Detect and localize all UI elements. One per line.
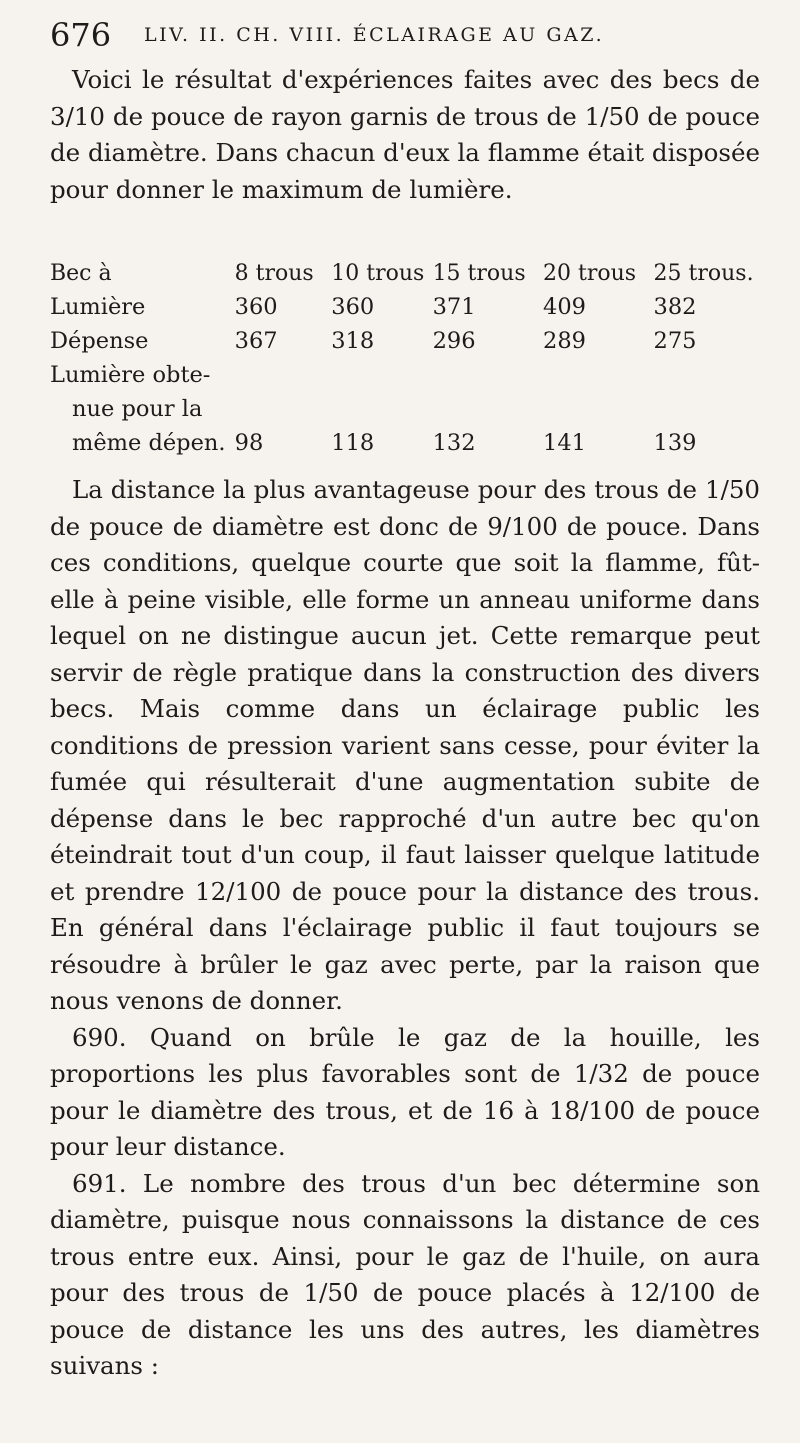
table-header-row — [50, 252, 760, 286]
table-cell: 141 — [543, 430, 586, 456]
row-label: Dépense — [50, 328, 149, 354]
table-cell: 296 — [432, 328, 476, 354]
intro-paragraph: Voici le résultat d'expériences faites avec des becs de 3/10 de pouce de rayon garnis de trous de 1/50 de pouce de diamètre. Dans chacun d'eux la flamme était disposée pour donner le maximum de lumière. — [50, 65, 760, 204]
table-cell: 382 — [653, 294, 697, 320]
table-header-cell: 15 trous — [432, 261, 526, 286]
table-cell: 289 — [543, 328, 586, 354]
table-row — [50, 320, 760, 354]
table-cell: 118 — [331, 430, 375, 456]
page-header — [50, 14, 760, 62]
paragraph-691: 691. Le nombre des trous d'un bec détermine son diamètre, puisque nous connaissons la distance de ces trous entre eux. Ainsi, pour le gaz de l'huile, on aura pour des trous de 1/50 de pouce placés à 12/100 de pouce de distance les uns des autres, les diamètres suivans : — [50, 1168, 760, 1380]
table-header-cell: 20 trous — [543, 261, 637, 286]
table-header-cell: Bec à — [50, 261, 112, 286]
table-cell: 139 — [653, 430, 697, 456]
table-cell: 318 — [331, 328, 375, 354]
row-label-line: Lumière obte- — [50, 362, 211, 388]
running-title: LIV. II. CH. VIII. ÉCLAIRAGE AU GAZ. — [144, 24, 605, 46]
book-page — [50, 14, 760, 1385]
results-table — [50, 252, 760, 456]
row-label-line: nue pour la — [72, 396, 203, 422]
table-cell: 409 — [543, 294, 586, 320]
table-cell: 98 — [234, 430, 264, 456]
table-cell: 367 — [234, 328, 278, 354]
table-header-cell: 10 trous — [331, 261, 425, 286]
row-label: Lumière — [50, 294, 146, 320]
table-header-cell: 25 trous. — [653, 261, 754, 286]
table-row — [50, 388, 760, 422]
paragraph-distance: La distance la plus avantageuse pour des trous de 1/50 de pouce de diamètre est donc de 9/100 de pouce. Dans ces conditions, quelque courte que soit la flamme, fût-elle à peine visible, elle forme un anneau uniforme dans lequel on ne distingue aucun jet. Cette remarque peut servir de règle pratique dans la construction des divers becs. Mais comme dans un éclairage public les conditions de pression varient sans cesse, pour éviter la fumée qui résulterait d'une augmentation subite de dépense dans le bec rapproché d'un autre bec qu'on éteindrait tout d'un coup, il faut laisser quelque latitude et prendre 12/100 de pouce pour la distance des trous. En général dans l'éclairage public il faut toujours se résoudre à brûler le gaz avec perte, par la raison que nous venons de donner. — [50, 475, 760, 1015]
table-cell: 360 — [234, 294, 278, 320]
paragraph-690: 690. Quand on brûle le gaz de la houille, les proportions les plus favorables sont de 1/32 de pouce pour le diamètre des trous, et de 16 à 18/100 de pouce pour leur distance. — [50, 1022, 760, 1161]
table-header-cell: 8 trous — [234, 261, 314, 286]
table-row — [50, 354, 760, 388]
table-cell: 360 — [331, 294, 375, 320]
row-label-line: même dépen. — [72, 430, 226, 456]
table-cell: 371 — [432, 294, 476, 320]
table-cell: 132 — [432, 430, 476, 456]
table-row — [50, 286, 760, 320]
page-number: 676 — [50, 16, 112, 54]
table-cell: 275 — [653, 328, 697, 354]
table-row — [50, 422, 760, 456]
